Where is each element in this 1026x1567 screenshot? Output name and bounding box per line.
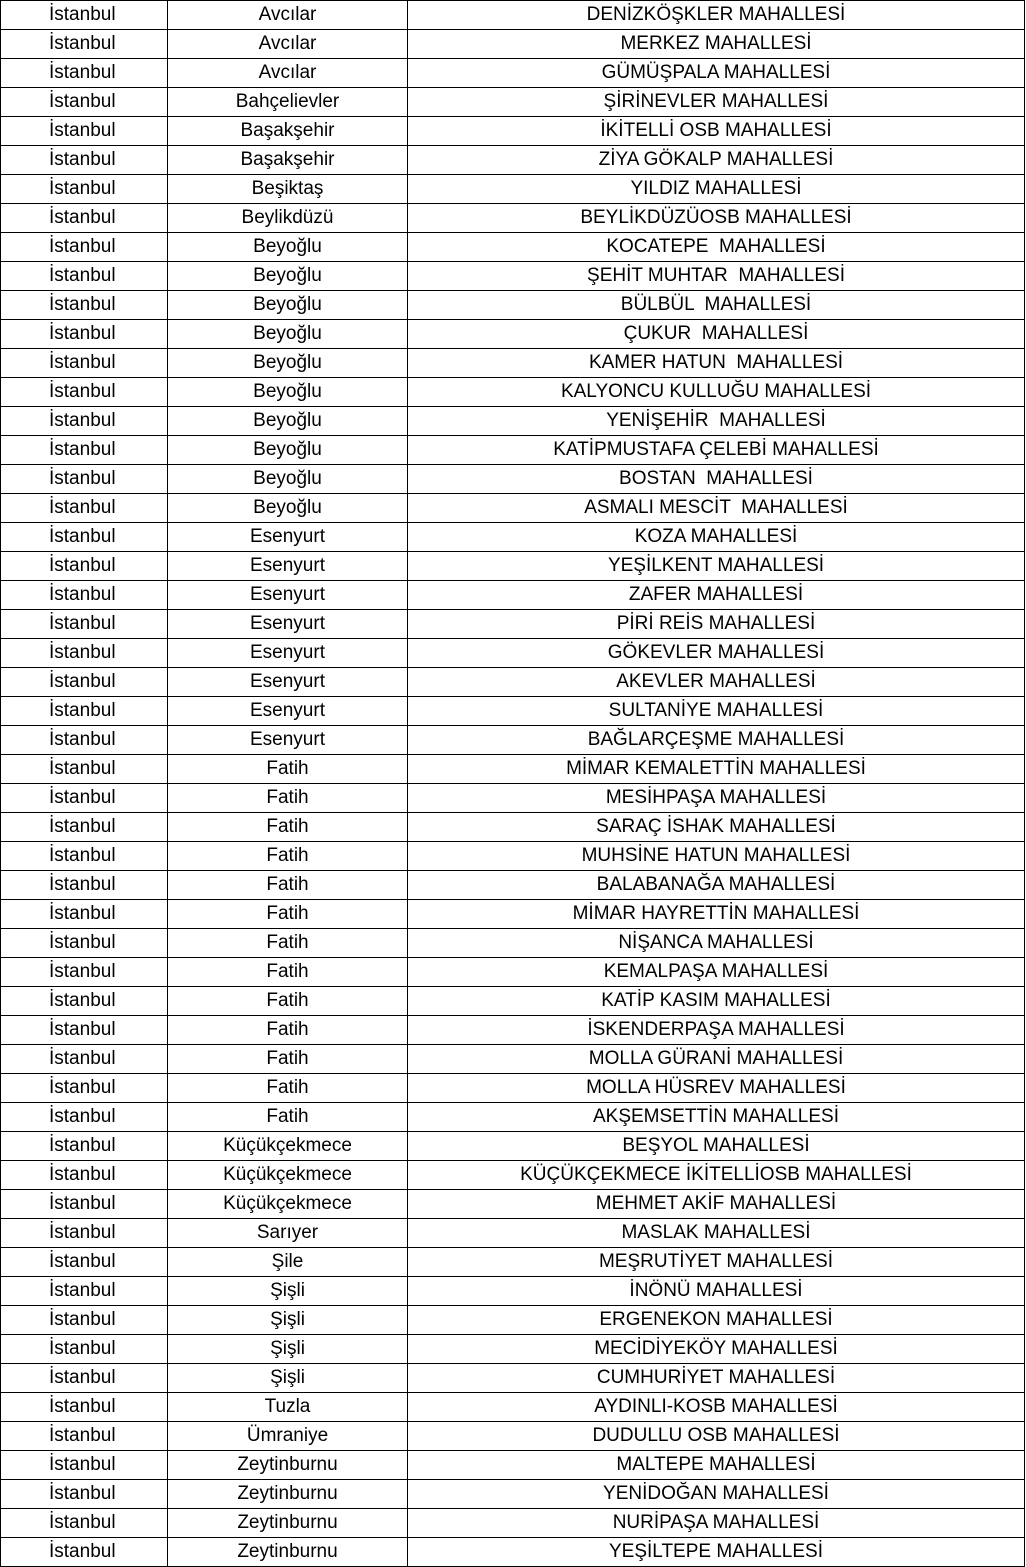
table-row (1, 552, 1025, 581)
neighborhood-cell[interactable]: İSKENDERPAŞA MAHALLESİ (408, 1016, 1025, 1045)
neighborhood-cell[interactable]: DENİZKÖŞKLER MAHALLESİ (408, 1, 1025, 30)
table-row (1, 59, 1025, 88)
city-cell[interactable]: İstanbul (1, 900, 168, 929)
neighborhood-cell[interactable]: MİMAR HAYRETTİN MAHALLESİ (408, 900, 1025, 929)
city-cell[interactable]: İstanbul (1, 59, 168, 88)
table-row (1, 813, 1025, 842)
district-cell[interactable]: Fatih (168, 784, 408, 813)
neighborhood-cell[interactable]: MALTEPE MAHALLESİ (408, 1451, 1025, 1480)
city-cell[interactable]: İstanbul (1, 987, 168, 1016)
city-cell[interactable]: İstanbul (1, 842, 168, 871)
city-cell[interactable]: İstanbul (1, 1335, 168, 1364)
neighborhood-cell[interactable]: ŞİRİNEVLER MAHALLESİ (408, 88, 1025, 117)
neighborhood-cell[interactable]: NURİPAŞA MAHALLESİ (408, 1509, 1025, 1538)
district-cell[interactable]: Esenyurt (168, 610, 408, 639)
neighborhood-cell[interactable]: MOLLA GÜRANİ MAHALLESİ (408, 1045, 1025, 1074)
district-cell[interactable]: Beşiktaş (168, 175, 408, 204)
city-cell[interactable]: İstanbul (1, 1190, 168, 1219)
table-body (1, 1, 1025, 1567)
city-cell[interactable]: İstanbul (1, 1074, 168, 1103)
district-cell[interactable]: Bahçelievler (168, 88, 408, 117)
table-row (1, 204, 1025, 233)
district-cell[interactable]: Esenyurt (168, 726, 408, 755)
city-cell[interactable]: İstanbul (1, 436, 168, 465)
district-cell[interactable]: Tuzla (168, 1393, 408, 1422)
table-row (1, 726, 1025, 755)
district-cell[interactable]: Esenyurt (168, 697, 408, 726)
neighborhood-cell[interactable]: İKİTELLİ OSB MAHALLESİ (408, 117, 1025, 146)
table-row (1, 349, 1025, 378)
table-row (1, 175, 1025, 204)
neighborhood-cell[interactable]: KALYONCU KULLUĞU MAHALLESİ (408, 378, 1025, 407)
district-cell[interactable]: Fatih (168, 958, 408, 987)
district-cell[interactable]: Beyoğlu (168, 378, 408, 407)
city-cell[interactable]: İstanbul (1, 1364, 168, 1393)
neighborhood-cell[interactable]: CUMHURİYET MAHALLESİ (408, 1364, 1025, 1393)
city-cell[interactable]: İstanbul (1, 204, 168, 233)
city-cell[interactable]: İstanbul (1, 697, 168, 726)
table-row (1, 755, 1025, 784)
district-cell[interactable]: Esenyurt (168, 523, 408, 552)
city-cell[interactable]: İstanbul (1, 465, 168, 494)
table-row (1, 900, 1025, 929)
district-cell[interactable]: Şişli (168, 1306, 408, 1335)
district-cell[interactable]: Beyoğlu (168, 465, 408, 494)
table-row (1, 1074, 1025, 1103)
neighborhood-cell[interactable]: KEMALPAŞA MAHALLESİ (408, 958, 1025, 987)
neighborhood-cell[interactable]: KOZA MAHALLESİ (408, 523, 1025, 552)
neighborhood-cell[interactable]: MERKEZ MAHALLESİ (408, 30, 1025, 59)
neighborhood-cell[interactable]: KOCATEPE MAHALLESİ (408, 233, 1025, 262)
district-cell[interactable]: Zeytinburnu (168, 1451, 408, 1480)
district-cell[interactable]: Şişli (168, 1277, 408, 1306)
city-cell[interactable]: İstanbul (1, 1248, 168, 1277)
table-row (1, 146, 1025, 175)
table-row (1, 1190, 1025, 1219)
neighborhood-cell[interactable]: MASLAK MAHALLESİ (408, 1219, 1025, 1248)
city-cell[interactable]: İstanbul (1, 929, 168, 958)
district-cell[interactable]: Esenyurt (168, 552, 408, 581)
neighborhood-cell[interactable]: GÖKEVLER MAHALLESİ (408, 639, 1025, 668)
table-row (1, 117, 1025, 146)
district-cell[interactable]: Küçükçekmece (168, 1132, 408, 1161)
district-cell[interactable]: Fatih (168, 1016, 408, 1045)
neighborhood-cell[interactable]: BÜLBÜL MAHALLESİ (408, 291, 1025, 320)
table-row (1, 1016, 1025, 1045)
neighborhood-cell[interactable]: ASMALI MESCİT MAHALLESİ (408, 494, 1025, 523)
district-cell[interactable]: Küçükçekmece (168, 1190, 408, 1219)
neighborhood-cell[interactable]: YENİŞEHİR MAHALLESİ (408, 407, 1025, 436)
district-cell[interactable]: Zeytinburnu (168, 1509, 408, 1538)
district-cell[interactable]: Beyoğlu (168, 494, 408, 523)
district-cell[interactable]: Fatih (168, 900, 408, 929)
district-cell[interactable]: Fatih (168, 755, 408, 784)
district-cell[interactable]: Ümraniye (168, 1422, 408, 1451)
district-cell[interactable]: Fatih (168, 842, 408, 871)
district-cell[interactable]: Beyoğlu (168, 407, 408, 436)
table-row (1, 1335, 1025, 1364)
table-row (1, 668, 1025, 697)
table-row (1, 581, 1025, 610)
table-row (1, 1277, 1025, 1306)
district-cell[interactable]: Zeytinburnu (168, 1480, 408, 1509)
district-cell[interactable]: Başakşehir (168, 117, 408, 146)
neighborhood-cell[interactable]: PİRİ REİS MAHALLESİ (408, 610, 1025, 639)
neighborhood-cell[interactable]: BALABANAĞA MAHALLESİ (408, 871, 1025, 900)
city-cell[interactable]: İstanbul (1, 1451, 168, 1480)
city-cell[interactable]: İstanbul (1, 784, 168, 813)
neighborhood-cell[interactable]: YEŞİLTEPE MAHALLESİ (408, 1538, 1025, 1567)
district-cell[interactable]: Beyoğlu (168, 436, 408, 465)
table-row (1, 436, 1025, 465)
city-cell[interactable]: İstanbul (1, 552, 168, 581)
neighborhood-cell[interactable]: AKŞEMSETTİN MAHALLESİ (408, 1103, 1025, 1132)
city-cell[interactable]: İstanbul (1, 871, 168, 900)
district-cell[interactable]: Beylikdüzü (168, 204, 408, 233)
district-cell[interactable]: Esenyurt (168, 668, 408, 697)
neighborhood-cell[interactable]: YENİDOĞAN MAHALLESİ (408, 1480, 1025, 1509)
neighborhood-cell[interactable]: YEŞİLKENT MAHALLESİ (408, 552, 1025, 581)
neighborhood-cell[interactable]: MUHSİNE HATUN MAHALLESİ (408, 842, 1025, 871)
table-row (1, 465, 1025, 494)
table-row (1, 1, 1025, 30)
neighborhood-cell[interactable]: BEŞYOL MAHALLESİ (408, 1132, 1025, 1161)
district-cell[interactable]: Sarıyer (168, 1219, 408, 1248)
city-cell[interactable]: İstanbul (1, 523, 168, 552)
city-cell[interactable]: İstanbul (1, 1161, 168, 1190)
neighborhood-cell[interactable]: İNÖNÜ MAHALLESİ (408, 1277, 1025, 1306)
table-row (1, 262, 1025, 291)
neighborhood-cell[interactable]: KATİPMUSTAFA ÇELEBİ MAHALLESİ (408, 436, 1025, 465)
district-cell[interactable]: Fatih (168, 813, 408, 842)
neighborhood-cell[interactable]: KÜÇÜKÇEKMECE İKİTELLİOSB MAHALLESİ (408, 1161, 1025, 1190)
table-row (1, 88, 1025, 117)
district-cell[interactable]: Başakşehir (168, 146, 408, 175)
table-row (1, 842, 1025, 871)
neighborhood-cell[interactable]: DUDULLU OSB MAHALLESİ (408, 1422, 1025, 1451)
neighborhood-cell[interactable]: MİMAR KEMALETTİN MAHALLESİ (408, 755, 1025, 784)
city-cell[interactable]: İstanbul (1, 407, 168, 436)
district-cell[interactable]: Esenyurt (168, 639, 408, 668)
table-row (1, 1219, 1025, 1248)
table-row (1, 1393, 1025, 1422)
table-row (1, 320, 1025, 349)
table-row (1, 987, 1025, 1016)
city-cell[interactable]: İstanbul (1, 1103, 168, 1132)
district-cell[interactable]: Beyoğlu (168, 291, 408, 320)
neighborhood-cell[interactable]: GÜMÜŞPALA MAHALLESİ (408, 59, 1025, 88)
district-cell[interactable]: Şile (168, 1248, 408, 1277)
neighborhood-cell[interactable]: YILDIZ MAHALLESİ (408, 175, 1025, 204)
table-row (1, 494, 1025, 523)
city-cell[interactable]: İstanbul (1, 291, 168, 320)
district-cell[interactable]: Avcılar (168, 30, 408, 59)
district-cell[interactable]: Beyoğlu (168, 262, 408, 291)
table-row (1, 30, 1025, 59)
neighborhood-cell[interactable]: MEŞRUTİYET MAHALLESİ (408, 1248, 1025, 1277)
table-row (1, 407, 1025, 436)
table-row (1, 1132, 1025, 1161)
table-row (1, 1509, 1025, 1538)
neighborhood-cell[interactable]: MOLLA HÜSREV MAHALLESİ (408, 1074, 1025, 1103)
city-cell[interactable]: İstanbul (1, 668, 168, 697)
table-row (1, 958, 1025, 987)
city-cell[interactable]: İstanbul (1, 1277, 168, 1306)
table-row (1, 233, 1025, 262)
table-row (1, 929, 1025, 958)
city-cell[interactable]: İstanbul (1, 146, 168, 175)
city-cell[interactable]: İstanbul (1, 755, 168, 784)
district-cell[interactable]: Fatih (168, 929, 408, 958)
district-cell[interactable]: Şişli (168, 1364, 408, 1393)
neighborhood-cell[interactable]: ZAFER MAHALLESİ (408, 581, 1025, 610)
city-cell[interactable]: İstanbul (1, 233, 168, 262)
neighborhood-cell[interactable]: ÇUKUR MAHALLESİ (408, 320, 1025, 349)
district-cell[interactable]: Esenyurt (168, 581, 408, 610)
neighborhood-cell[interactable]: BOSTAN MAHALLESİ (408, 465, 1025, 494)
district-cell[interactable]: Avcılar (168, 59, 408, 88)
city-cell[interactable]: İstanbul (1, 1016, 168, 1045)
table-row (1, 1306, 1025, 1335)
city-cell[interactable]: İstanbul (1, 320, 168, 349)
table-row (1, 610, 1025, 639)
city-cell[interactable]: İstanbul (1, 1480, 168, 1509)
city-cell[interactable]: İstanbul (1, 1509, 168, 1538)
table-row (1, 1451, 1025, 1480)
city-cell[interactable]: İstanbul (1, 378, 168, 407)
city-cell[interactable]: İstanbul (1, 726, 168, 755)
table-row (1, 784, 1025, 813)
district-cell[interactable]: Beyoğlu (168, 320, 408, 349)
neighborhood-cell[interactable]: AYDINLI-KOSB MAHALLESİ (408, 1393, 1025, 1422)
neighborhood-cell[interactable]: KATİP KASIM MAHALLESİ (408, 987, 1025, 1016)
city-cell[interactable]: İstanbul (1, 1306, 168, 1335)
city-cell[interactable]: İstanbul (1, 1538, 168, 1567)
city-cell[interactable]: İstanbul (1, 813, 168, 842)
district-cell[interactable]: Fatih (168, 1074, 408, 1103)
table-row (1, 1422, 1025, 1451)
city-cell[interactable]: İstanbul (1, 1219, 168, 1248)
district-cell[interactable]: Zeytinburnu (168, 1538, 408, 1567)
district-cell[interactable]: Fatih (168, 871, 408, 900)
city-cell[interactable]: İstanbul (1, 639, 168, 668)
table-row (1, 378, 1025, 407)
city-cell[interactable]: İstanbul (1, 1422, 168, 1451)
city-cell[interactable]: İstanbul (1, 1393, 168, 1422)
table-row (1, 1480, 1025, 1509)
city-cell[interactable]: İstanbul (1, 610, 168, 639)
district-cell[interactable]: Küçükçekmece (168, 1161, 408, 1190)
neighborhood-cell[interactable]: MESİHPAŞA MAHALLESİ (408, 784, 1025, 813)
city-cell[interactable]: İstanbul (1, 494, 168, 523)
neighborhood-cell[interactable]: SULTANİYE MAHALLESİ (408, 697, 1025, 726)
district-cell[interactable]: Fatih (168, 1103, 408, 1132)
city-cell[interactable]: İstanbul (1, 1045, 168, 1074)
neighborhood-cell[interactable]: BEYLİKDÜZÜOSB MAHALLESİ (408, 204, 1025, 233)
district-cell[interactable]: Avcılar (168, 1, 408, 30)
neighborhood-cell[interactable]: AKEVLER MAHALLESİ (408, 668, 1025, 697)
city-cell[interactable]: İstanbul (1, 88, 168, 117)
city-cell[interactable]: İstanbul (1, 349, 168, 378)
table-row (1, 639, 1025, 668)
city-cell[interactable]: İstanbul (1, 581, 168, 610)
table-row (1, 523, 1025, 552)
table-row (1, 871, 1025, 900)
neighborhood-cell[interactable]: SARAÇ İSHAK MAHALLESİ (408, 813, 1025, 842)
table-row (1, 1364, 1025, 1393)
table-row (1, 291, 1025, 320)
table-row (1, 1538, 1025, 1567)
neighborhood-cell[interactable]: KAMER HATUN MAHALLESİ (408, 349, 1025, 378)
neighborhood-cell[interactable]: MEHMET AKİF MAHALLESİ (408, 1190, 1025, 1219)
city-cell[interactable]: İstanbul (1, 958, 168, 987)
neighborhood-cell[interactable]: ŞEHİT MUHTAR MAHALLESİ (408, 262, 1025, 291)
neighborhood-cell[interactable]: ERGENEKON MAHALLESİ (408, 1306, 1025, 1335)
district-cell[interactable]: Şişli (168, 1335, 408, 1364)
neighborhood-cell[interactable]: MECİDİYEKÖY MAHALLESİ (408, 1335, 1025, 1364)
table-row (1, 1045, 1025, 1074)
table-row (1, 1248, 1025, 1277)
district-cell[interactable]: Beyoğlu (168, 349, 408, 378)
city-cell[interactable]: İstanbul (1, 175, 168, 204)
district-cell[interactable]: Fatih (168, 987, 408, 1016)
district-cell[interactable]: Beyoğlu (168, 233, 408, 262)
neighborhood-cell[interactable]: BAĞLARÇEŞME MAHALLESİ (408, 726, 1025, 755)
table-row (1, 1103, 1025, 1132)
neighborhood-cell[interactable]: ZİYA GÖKALP MAHALLESİ (408, 146, 1025, 175)
district-cell[interactable]: Fatih (168, 1045, 408, 1074)
city-cell[interactable]: İstanbul (1, 1132, 168, 1161)
city-cell[interactable]: İstanbul (1, 117, 168, 146)
city-cell[interactable]: İstanbul (1, 30, 168, 59)
table-row (1, 697, 1025, 726)
city-cell[interactable]: İstanbul (1, 262, 168, 291)
table-row (1, 1161, 1025, 1190)
neighborhood-cell[interactable]: NİŞANCA MAHALLESİ (408, 929, 1025, 958)
city-cell[interactable]: İstanbul (1, 1, 168, 30)
